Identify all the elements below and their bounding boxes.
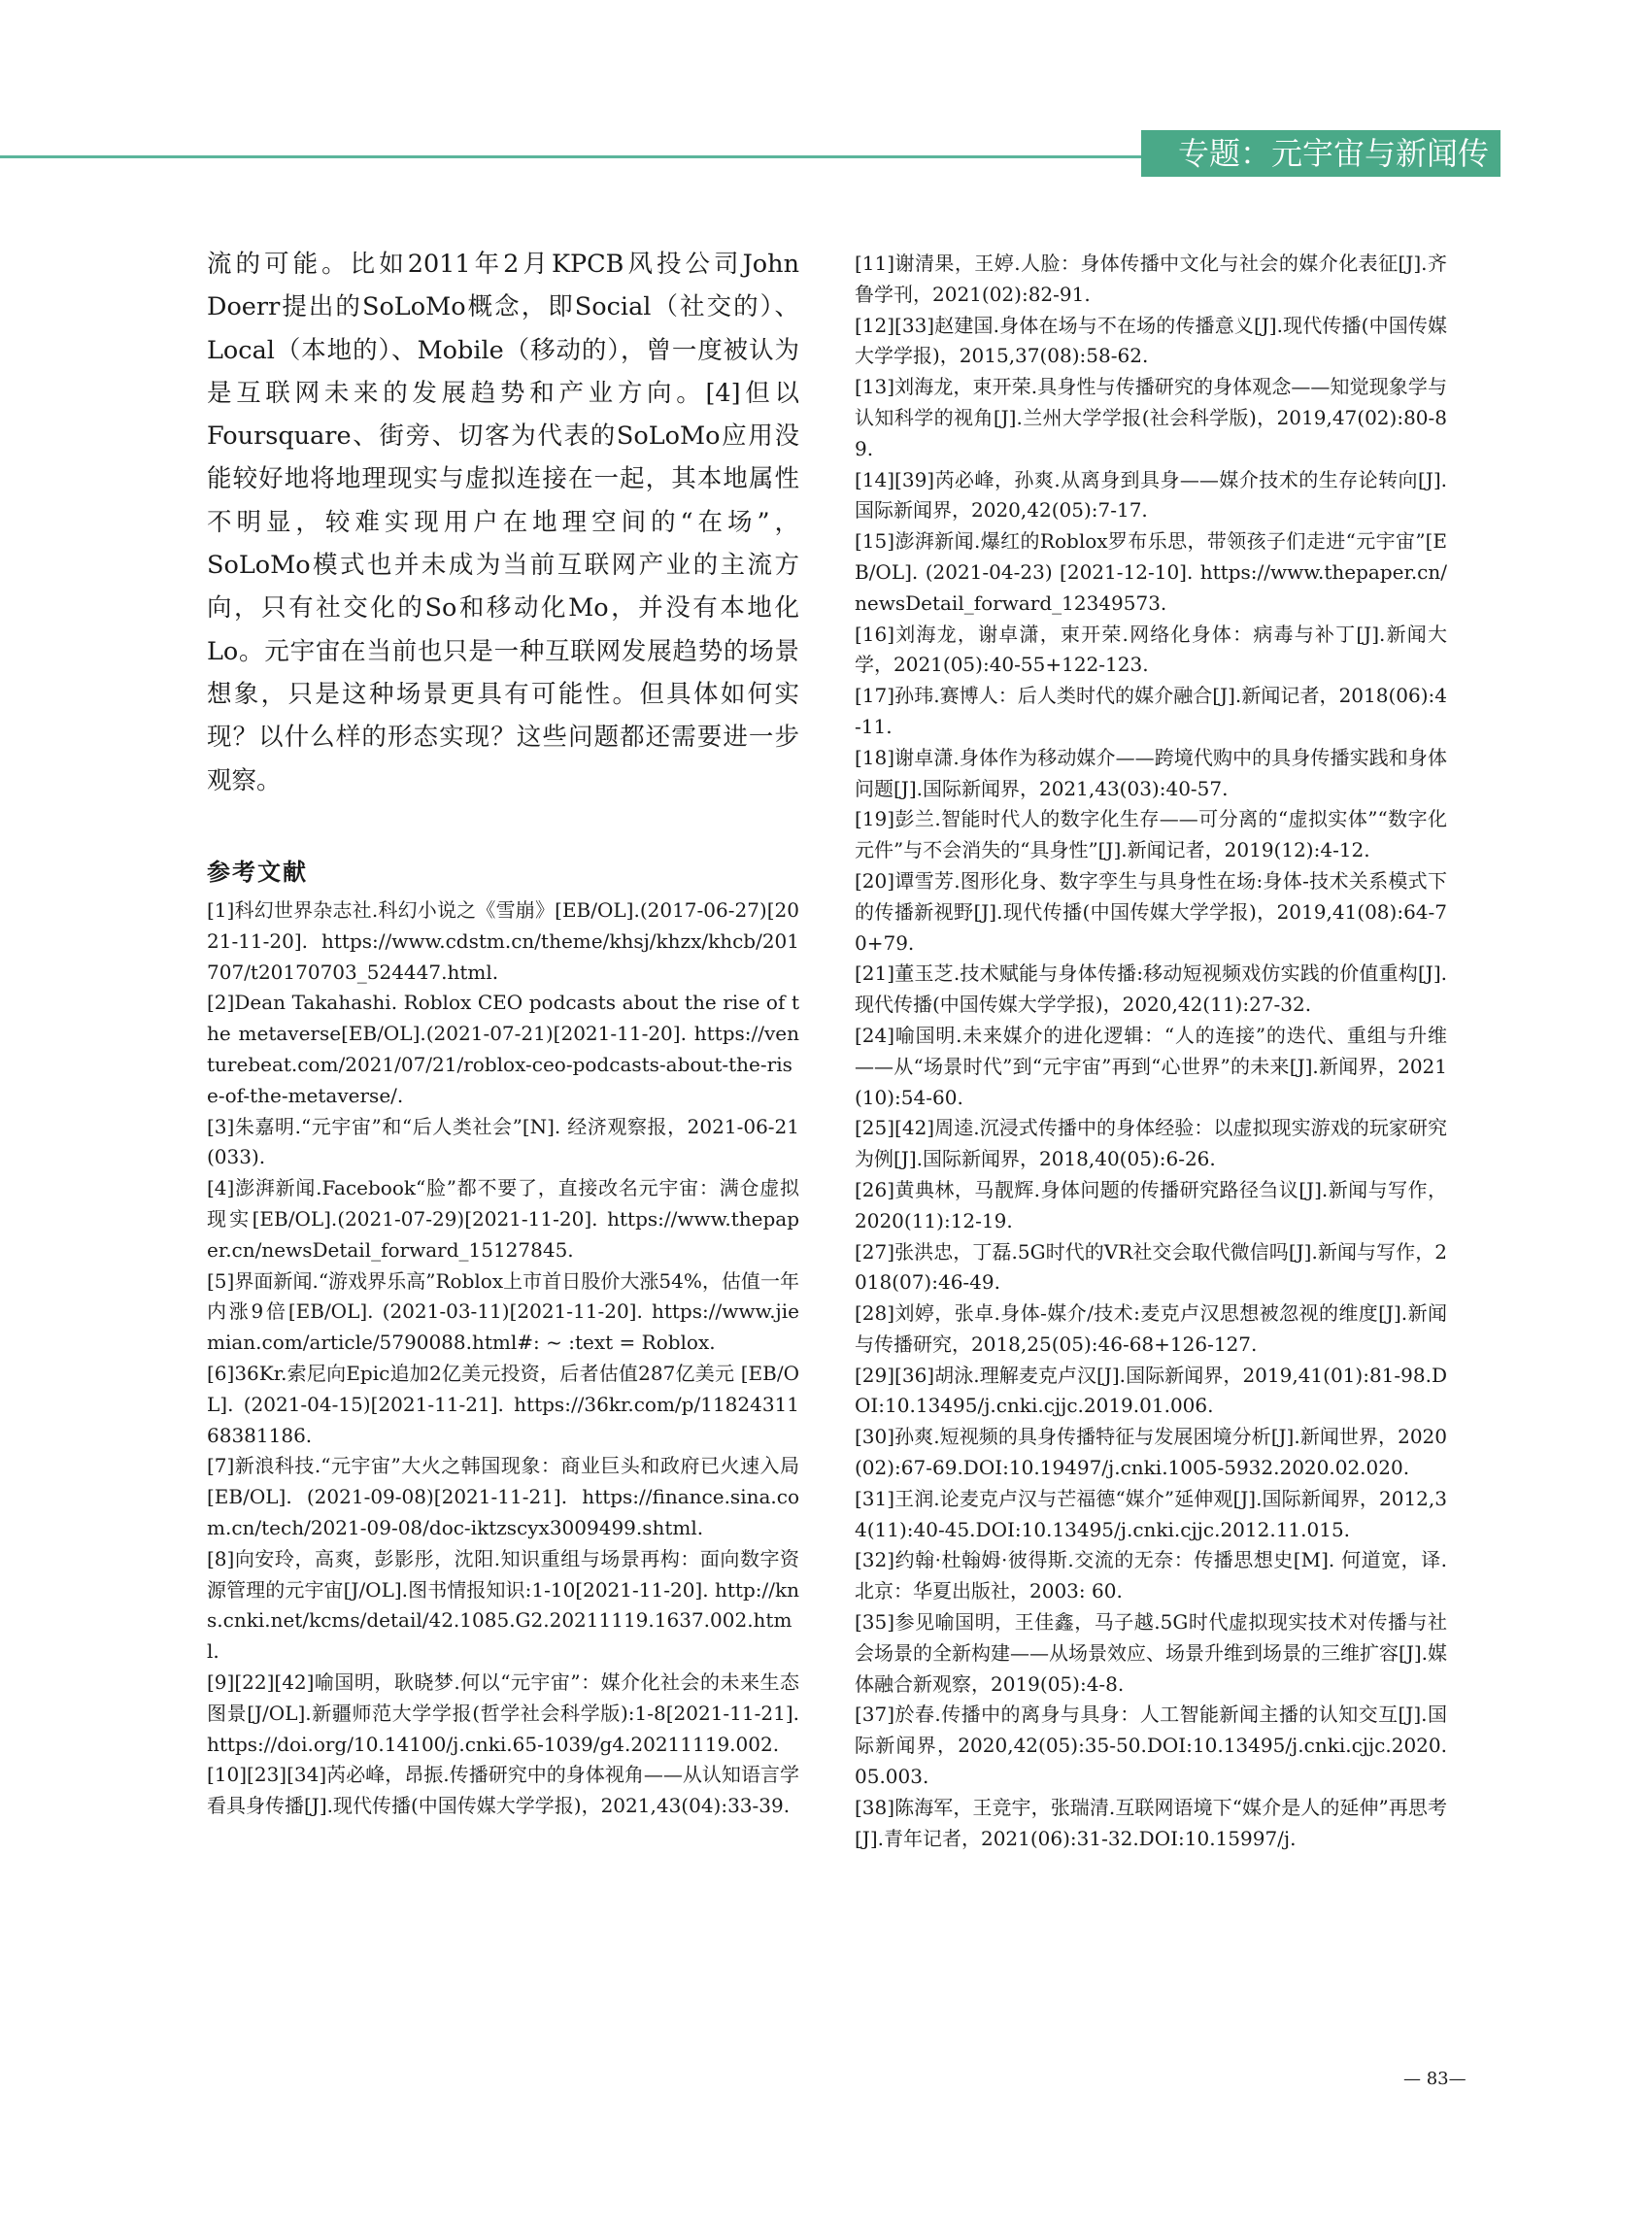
reference-entry: [21]董玉芝.技术赋能与身体传播:移动短视频戏仿实践的价值重构[J].现代传播(中国传媒大学学报)，2020,42(11):27-32. [855, 961, 1447, 1017]
reference-entry: [19]彭兰.智能时代人的数字化生存——可分离的“虚拟实体”“数字化元件”与不会消失的“具身性”[J].新闻记者，2019(12):4-12. [855, 807, 1447, 862]
reference-entry: [30]孙爽.短视频的具身传播特征与发展困境分析[J].新闻世界，2020(02):67-69.DOI:10.19497/j.cnki.1005-5932.2020.02.020. [855, 1425, 1447, 1480]
reference-entry: [7]新浪科技.“元宇宙”大火之韩国现象：商业巨头和政府已火速入局[EB/OL]. (2021-09-08)[2021-11-21]. https://finance.sina.com.cn/tech/2021-09-08/doc-iktzscyx3009499.shtml. [207, 1454, 799, 1539]
reference-entry: [28]刘婷，张卓.身体-媒介/技术:麦克卢汉思想被忽视的维度[J].新闻与传播研究，2018,25(05):46-68+126-127. [855, 1301, 1447, 1356]
references-heading: 参考文献 [207, 859, 308, 886]
reference-entry: [32]约翰·杜翰姆·彼得斯.交流的无奈：传播思想史[M]. 何道宽，译. 北京：华夏出版社，2003: 60. [855, 1548, 1447, 1603]
reference-entry: [16]刘海龙，谢卓潇，束开荣.网络化身体：病毒与补丁[J].新闻大学，2021(05):40-55+122-123. [855, 622, 1447, 677]
reference-entry: [35]参见喻国明，王佳鑫，马子越.5G时代虚拟现实技术对传播与社会场景的全新构建——从场景效应、场景升维到场景的三维扩容[J].媒体融合新观察，2019(05):4-8. [855, 1610, 1447, 1696]
reference-entry: [37]於春.传播中的离身与具身：人工智能新闻主播的认知交互[J].国际新闻界，2020,42(05):35-50.DOI:10.13495/j.cnki.cjjc.2020.05.003. [855, 1703, 1447, 1789]
body-text-column [207, 243, 799, 802]
body-paragraph: 流的可能。比如2011年2月KPCB风投公司John Doerr提出的SoLoMo概念，即Social（社交的）、Local（本地的）、Mobile（移动的），曾一度被认为是互联网未来的发展趋势和产业方向。[4]但以Foursquare、街旁、切客为代表的SoLoMo应用没能较好地将地理现实与虚拟连接在一起，其本地属性不明显，较难实现用户在地理空间的“在场”，SoLoMo模式也并未成为当前互联网产业的主流方向，只有社交化的So和移动化Mo，并没有本地化Lo。元宇宙在当前也只是一种互联网发展趋势的场景想象，只是这种场景更具有可能性。但具体如何实现？以什么样的形态实现？这些问题都还需要进一步观察。 [207, 250, 799, 795]
references-right-column [855, 249, 1447, 1854]
reference-entry: [8]向安玲，高爽，彭影彤，沈阳.知识重组与场景再构：面向数字资源管理的元宇宙[J/OL].图书情报知识:1-10[2021-11-20]. http://kns.cnki.net/kcms/detail/42.1085.G2.20211119.1637.002.html. [207, 1546, 799, 1664]
page-number: — 83— [1403, 2069, 1467, 2089]
reference-entry: [11]谢清果，王婷.人脸：身体传播中文化与社会的媒介化表征[J].齐鲁学刊，2021(02):82-91. [855, 252, 1447, 306]
reference-entry: [26]黄典林，马靓辉.身体问题的传播研究路径刍议[J].新闻与写作，2020(11):12-19. [855, 1177, 1447, 1232]
reference-entry: [18]谢卓潇.身体作为移动媒介——跨境代购中的具身传播实践和身体问题[J].国际新闻界，2021,43(03):40-57. [855, 745, 1447, 800]
reference-entry: [24]喻国明.未来媒介的进化逻辑：“人的连接”的迭代、重组与升维——从“场景时代”到“元宇宙”再到“心世界”的未来[J].新闻界，2021(10):54-60. [855, 1023, 1447, 1109]
section-banner: 专题：元宇宙与新闻传播 [1141, 130, 1500, 177]
references-left-column [207, 895, 799, 1822]
reference-entry: [29][36]胡泳.理解麦克卢汉[J].国际新闻界，2019,41(01):81-98.DOI:10.13495/j.cnki.cjjc.2019.01.006. [855, 1363, 1447, 1418]
reference-entry: [5]界面新闻.“游戏界乐高”Roblox上市首日股价大涨54%，估值一年内涨9倍[EB/OL]. (2021-03-11)[2021-11-20]. https://www.jiemian.com/article/5790088.html#: ~ :text = Roblox. [207, 1268, 799, 1355]
reference-entry: [4]澎湃新闻.Facebook“脸”都不要了，直接改名元宇宙：满仓虚拟现实[EB/OL].(2021-07-29)[2021-11-20]. https://www.thepaper.cn/newsDetail_forward_15127845. [207, 1176, 799, 1262]
reference-entry: [9][22][42]喻国明，耿晓梦.何以“元宇宙”：媒介化社会的未来生态图景[J/OL].新疆师范大学学报(哲学社会科学版):1-8[2021-11-21].https://doi.org/10.14100/j.cnki.65-1039/g4.20211119.002. [207, 1670, 799, 1756]
reference-entry: [20]谭雪芳.图形化身、数字孪生与具身性在场:身体-技术关系模式下的传播新视野[J].现代传播(中国传媒大学学报)，2019,41(08):64-70+79. [855, 868, 1447, 955]
reference-entry: [25][42]周逵.沉浸式传播中的身体经验：以虚拟现实游戏的玩家研究为例[J].国际新闻界，2018,40(05):6-26. [855, 1116, 1447, 1171]
reference-entry: [17]孙玮.赛博人：后人类时代的媒介融合[J].新闻记者，2018(06):4-11. [855, 684, 1447, 738]
reference-entry: [6]36Kr.索尼向Epic追加2亿美元投资，后者估值287亿美元 [EB/OL]. (2021-04-15)[2021-11-21]. https://36kr.com/p/1182431168381186. [207, 1361, 799, 1447]
reference-entry: [1]科幻世界杂志社.科幻小说之《雪崩》[EB/OL].(2017-06-27)[2021-11-20]. https://www.cdstm.cn/theme/khsj/khzx/khcb/201707/t20170703_524447.html. [207, 898, 799, 984]
reference-entry: [3]朱嘉明.“元宇宙”和“后人类社会”[N]. 经济观察报，2021-06-21(033). [207, 1114, 799, 1169]
reference-entry: [13]刘海龙，束开荣.具身性与传播研究的身体观念——知觉现象学与认知科学的视角[J].兰州大学学报(社会科学版)，2019,47(02):80-89. [855, 375, 1447, 460]
reference-entry: [12][33]赵建国.身体在场与不在场的传播意义[J].现代传播(中国传媒大学学报)，2015,37(08):58-62. [855, 313, 1447, 368]
header-rule [0, 155, 1146, 158]
reference-entry: [27]张洪忠，丁磊.5G时代的VR社交会取代微信吗[J].新闻与写作，2018(07):46-49. [855, 1239, 1447, 1295]
reference-entry: [14][39]芮必峰，孙爽.从离身到具身——媒介技术的生存论转向[J].国际新闻界，2020,42(05):7-17. [855, 467, 1447, 523]
reference-entry: [15]澎湃新闻.爆红的Roblox罗布乐思，带领孩子们走进“元宇宙”[EB/OL]. (2021-04-23) [2021-12-10]. https://www.thepaper.cn/newsDetail_forward_12349573. [855, 529, 1447, 615]
reference-entry: [38]陈海军，王竞宇，张瑞清.互联网语境下“媒介是人的延伸”再思考[J].青年记者，2021(06):31-32.DOI:10.15997/j. [855, 1795, 1447, 1850]
reference-entry: [31]王润.论麦克卢汉与芒福德“媒介”延伸观[J].国际新闻界，2012,34(11):40-45.DOI:10.13495/j.cnki.cjjc.2012.11.015. [855, 1486, 1447, 1541]
reference-entry: [10][23][34]芮必峰，昂振.传播研究中的身体视角——从认知语言学看具身传播[J].现代传播(中国传媒大学学报)，2021,43(04):33-39. [207, 1763, 799, 1818]
reference-entry: [2]Dean Takahashi. Roblox CEO podcasts about the rise of the metaverse[EB/OL].(2021-07-21)[2021-11-20]. https://venturebeat.com/2021/07/21/roblox-ceo-podcasts-about-the-rise-of-the-metaverse/. [207, 991, 799, 1107]
